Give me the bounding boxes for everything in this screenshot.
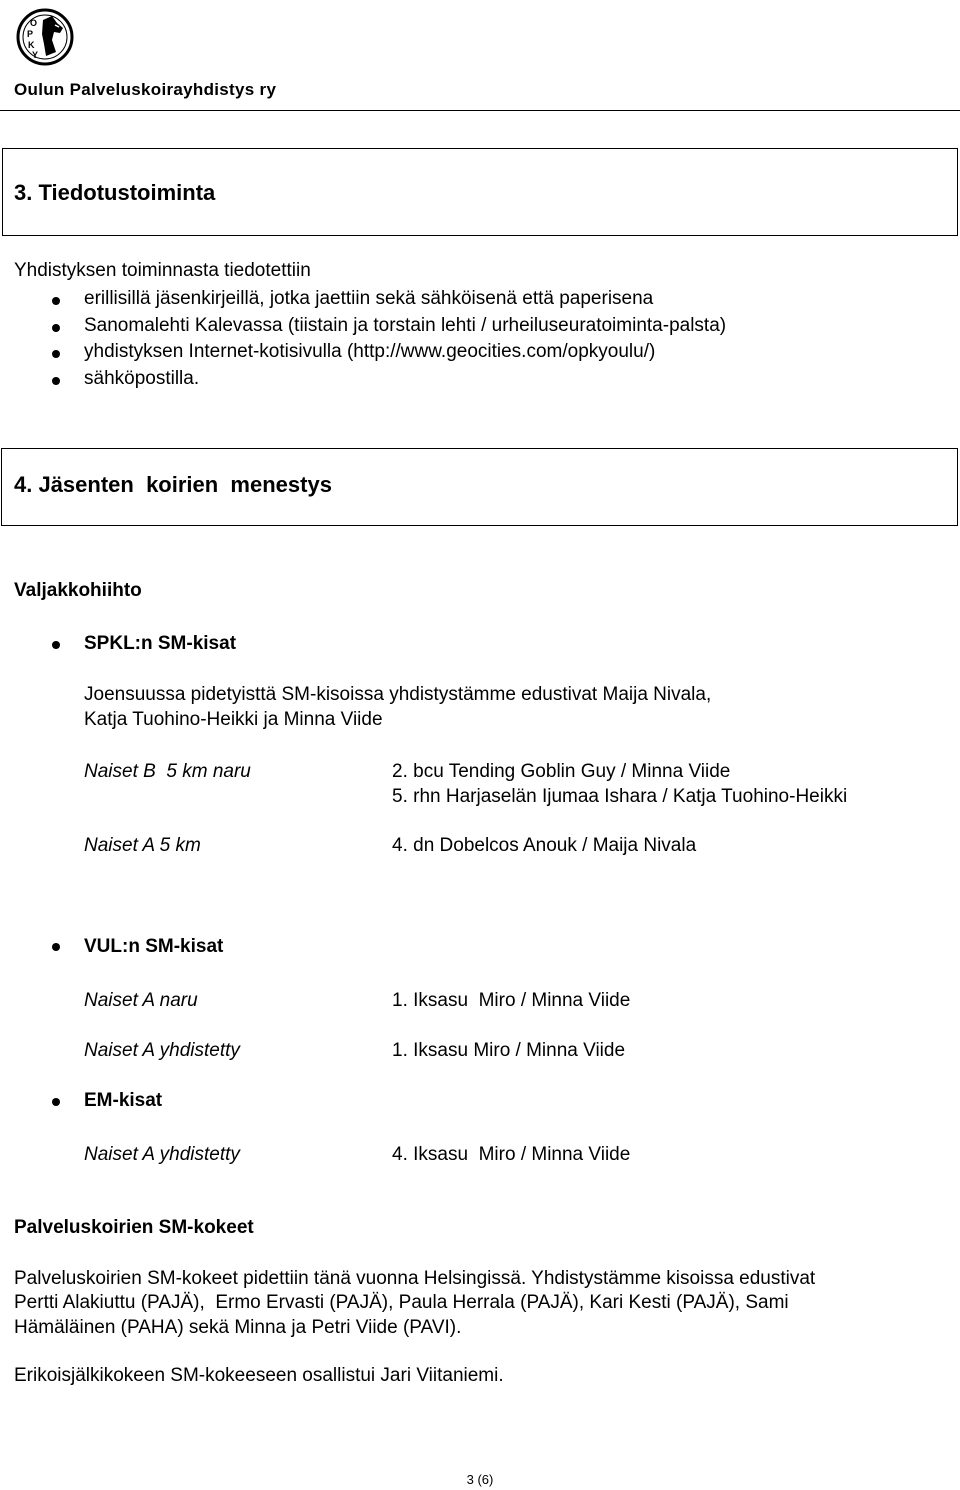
header-divider bbox=[0, 110, 960, 111]
page-number: 3 (6) bbox=[466, 1472, 494, 1487]
palvelus-text-line: Hämäläinen (PAHA) sekä Minna ja Petri Viide (PAVI). bbox=[14, 1317, 462, 1338]
palvelus-text-line: Palveluskoirien SM-kokeet pidettiin tänä vuonna Helsingissä. Yhdistystämme kisoissa edustivat bbox=[14, 1268, 816, 1289]
result-line: 1. Iksasu Miro / Minna Viide bbox=[392, 990, 631, 1011]
class-label: Naiset A 5 km bbox=[84, 835, 201, 856]
info-bullet-newspaper: Sanomalehti Kalevassa (tiistain ja torstain lehti / urheiluseuratoiminta-palsta) bbox=[84, 315, 727, 336]
palvelus-title: Palveluskoirien SM-kokeet bbox=[14, 1217, 254, 1238]
result-line: 4. dn Dobelcos Anouk / Maija Nivala bbox=[392, 835, 697, 856]
section-4-heading: 4. Jäsenten koirien menestys bbox=[14, 472, 332, 497]
result-line: 2. bcu Tending Goblin Guy / Minna Viide bbox=[392, 761, 731, 782]
svg-text:P: P bbox=[27, 29, 34, 39]
subheading-valjakkohiihto: Valjakkohiihto bbox=[14, 580, 142, 601]
bullet-icon bbox=[52, 324, 60, 332]
result-line: 1. Iksasu Miro / Minna Viide bbox=[392, 1040, 626, 1061]
vul-title: VUL:n SM-kisat bbox=[84, 936, 224, 957]
svg-text:O: O bbox=[30, 18, 38, 28]
spkl-text-line-2: Katja Tuohino-Heikki ja Minna Viide bbox=[84, 709, 383, 730]
info-bullet-newsletter: erillisillä jäsenkirjeillä, jotka jaettiin sekä sähköisenä että paperisena bbox=[84, 288, 654, 309]
class-label: Naiset A yhdistetty bbox=[84, 1144, 240, 1165]
bullet-icon bbox=[52, 297, 60, 305]
bullet-icon bbox=[52, 350, 60, 358]
section-3-heading: 3. Tiedotustoiminta bbox=[14, 180, 216, 205]
result-line: 5. rhn Harjaselän Ijumaa Ishara / Katja Tuohino-Heikki bbox=[392, 786, 848, 807]
bullet-icon bbox=[52, 377, 60, 385]
palvelus-extra: Erikoisjälkikokeen SM-kokeeseen osallistui Jari Viitaniemi. bbox=[14, 1365, 504, 1386]
info-bullet-email: sähköpostilla. bbox=[84, 368, 200, 389]
info-bullet-website: yhdistyksen Internet-kotisivulla (http://www.geocities.com/opkyoulu/) bbox=[84, 341, 656, 362]
class-label: Naiset B 5 km naru bbox=[84, 761, 251, 782]
club-logo bbox=[16, 6, 74, 68]
class-label: Naiset A yhdistetty bbox=[84, 1040, 240, 1061]
palvelus-text-line: Pertti Alakiuttu (PAJÄ), Ermo Ervasti (PAJÄ), Paula Herrala (PAJÄ), Kari Kesti (PAJÄ), Sami bbox=[14, 1292, 789, 1313]
info-intro: Yhdistyksen toiminnasta tiedotettiin bbox=[14, 260, 311, 281]
svg-text:K: K bbox=[28, 40, 35, 50]
organization-name: Oulun Palveluskoirayhdistys ry bbox=[14, 80, 277, 99]
result-line: 4. Iksasu Miro / Minna Viide bbox=[392, 1144, 631, 1165]
bullet-icon bbox=[52, 641, 60, 649]
bullet-icon bbox=[52, 943, 60, 951]
svg-text:Y: Y bbox=[32, 50, 39, 60]
spkl-text-line-1: Joensuussa pidetyisttä SM-kisoissa yhdistystämme edustivat Maija Nivala, bbox=[84, 684, 712, 705]
spkl-title: SPKL:n SM-kisat bbox=[84, 633, 237, 654]
class-label: Naiset A naru bbox=[84, 990, 198, 1011]
em-title: EM-kisat bbox=[84, 1090, 163, 1111]
bullet-icon bbox=[52, 1098, 60, 1106]
